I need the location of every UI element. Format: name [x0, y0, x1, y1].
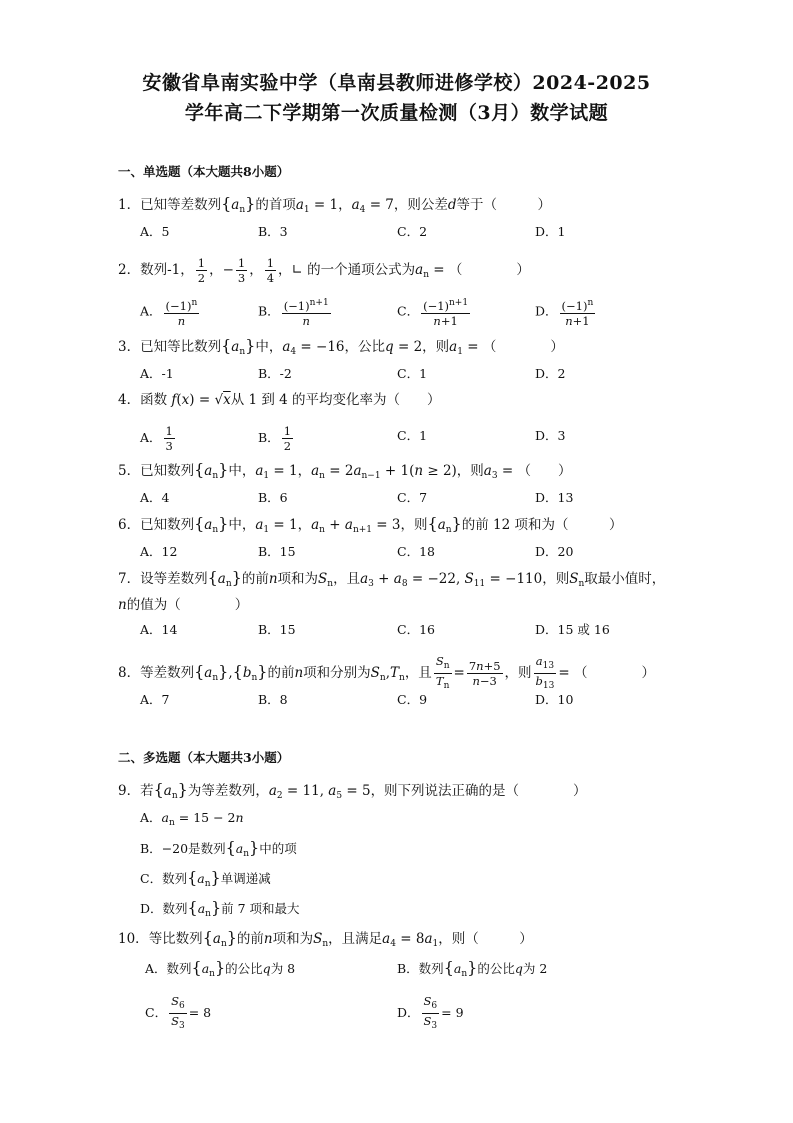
exam-title-line2: 学年高二下学期第一次质量检测（3月）数学试题	[184, 102, 609, 124]
q4-option-c: C．1	[397, 428, 428, 443]
q4-option-b: B． $\frac{1}{2}$	[258, 424, 292, 453]
q5-option-a: A．4	[140, 490, 170, 505]
q7-option-b: B．15	[258, 622, 296, 637]
question-5: 5．已知数列$\{a_n\}$中，$a_1 = 1$，$a_n = 2a_{n-1} + 1(n \ge 2)$，则$a_3$ = （ ）	[118, 460, 572, 481]
q5-option-d: D．13	[535, 490, 574, 505]
q1-option-a: A．5	[140, 224, 170, 239]
q4-option-a: A． $\frac{1}{3}$	[140, 424, 173, 453]
q1-option-c: C．2	[397, 224, 428, 239]
q6-option-d: D．20	[535, 544, 574, 559]
q7-option-d: D．15 或 16	[535, 622, 610, 637]
q2-option-d: D． $\frac{(-1)^n}{n+1}$	[535, 298, 594, 328]
q1-option-d: D．1	[535, 224, 566, 239]
question-7-line2: n的值为（ ）	[118, 597, 249, 613]
question-1: 1．已知等差数列$\{a_n\}$的首项$a_1 = 1$，$a_4 = 7$，则公差d等于（ ）	[118, 194, 552, 215]
q10-option-c: C． $\frac{S_6}{S_3}$ = 8	[145, 994, 212, 1031]
question-7: 7．设等差数列$\{a_n\}$的前n项和为$S_n$，且$a_3 + a_8 = -22$, $S_{11} = -110$，则$S_n$取最小值时，	[118, 568, 666, 589]
q8-option-a: A．7	[140, 692, 170, 707]
q3-option-a: A．-1	[140, 366, 174, 381]
question-2: 2．数列-1， $\frac{1}{2}$ ，− $\frac{1}{3}$ ， $\frac{1}{4}$ ，∟ 的一个通项公式为$a_n$ = （ ）	[118, 256, 530, 285]
question-4: 4．函数 f(x) = √x从 1 到 4 的平均变化率为（ ）	[118, 392, 441, 408]
q7-option-a: A．14	[140, 622, 178, 637]
q10-option-b: B．数列$\{a_n\}$的公比q为 2	[397, 958, 548, 979]
q10-option-d: D． $\frac{S_6}{S_3}$ = 9	[397, 994, 464, 1031]
q3-option-c: C．1	[397, 366, 428, 381]
q3-option-b: B．-2	[258, 366, 292, 381]
exam-title-line1: 安徽省阜南实验中学（阜南县教师进修学校）2024-2025	[142, 72, 651, 94]
section-single-choice: 一、单选题（本大题共8小题）	[118, 164, 290, 179]
q6-option-b: B．15	[258, 544, 296, 559]
q6-option-c: C．18	[397, 544, 435, 559]
q2-option-a: A． $\frac{(-1)^n}{n}$	[140, 298, 198, 328]
question-3: 3．已知等比数列$\{a_n\}$中，$a_4 = -16$，公比q = 2，则$a_1$ = （ ）	[118, 336, 564, 357]
q9-option-c: C．数列$\{a_n\}$单调递减	[140, 868, 271, 889]
q9-option-a: A．$a_n = 15 - 2n$	[140, 810, 244, 828]
q7-option-c: C．16	[397, 622, 435, 637]
q4-option-d: D．3	[535, 428, 566, 443]
q2-option-c: C． $\frac{(-1)^{n+1}}{n+1}$	[397, 298, 469, 328]
q8-option-d: D．10	[535, 692, 574, 707]
q9-option-b: B．−20是数列$\{a_n\}$中的项	[140, 838, 297, 859]
question-10: 10．等比数列$\{a_n\}$的前n项和为$S_n$，且满足$a_4 = 8a_1$，则（ ）	[118, 928, 533, 949]
q8-option-c: C．9	[397, 692, 428, 707]
q5-option-b: B．6	[258, 490, 288, 505]
question-8: 8．等差数列$\{a_n\},\{b_n\}$的前n项和分别为$S_n,T_n$，且 $\frac{S_n}{T_n}$ = $\frac{7n+5}{n-3}$ ，则 $\frac{a_{13}}{b_{13}}$ = （ ）	[118, 654, 655, 691]
q1-option-b: B．3	[258, 224, 288, 239]
q5-option-c: C．7	[397, 490, 428, 505]
q10-option-a: A．数列$\{a_n\}$的公比q为 8	[145, 958, 296, 979]
question-9: 9．若$\{a_n\}$为等差数列，$a_2 = 11$, $a_5 = 5$，则下列说法正确的是（ ）	[118, 780, 587, 801]
q2-option-b: B． $\frac{(-1)^{n+1}}{n}$	[258, 298, 329, 328]
question-6: 6．已知数列$\{a_n\}$中，$a_1 = 1$，$a_n + a_{n+1} = 3$，则$\{a_n\}$的前 12 项和为（ ）	[118, 514, 623, 535]
q3-option-d: D．2	[535, 366, 566, 381]
q8-option-b: B．8	[258, 692, 288, 707]
q9-option-d: D．数列$\{a_n\}$前 7 项和最大	[140, 898, 300, 919]
section-multiple-choice: 二、多选题（本大题共3小题）	[118, 750, 290, 765]
q6-option-a: A．12	[140, 544, 178, 559]
